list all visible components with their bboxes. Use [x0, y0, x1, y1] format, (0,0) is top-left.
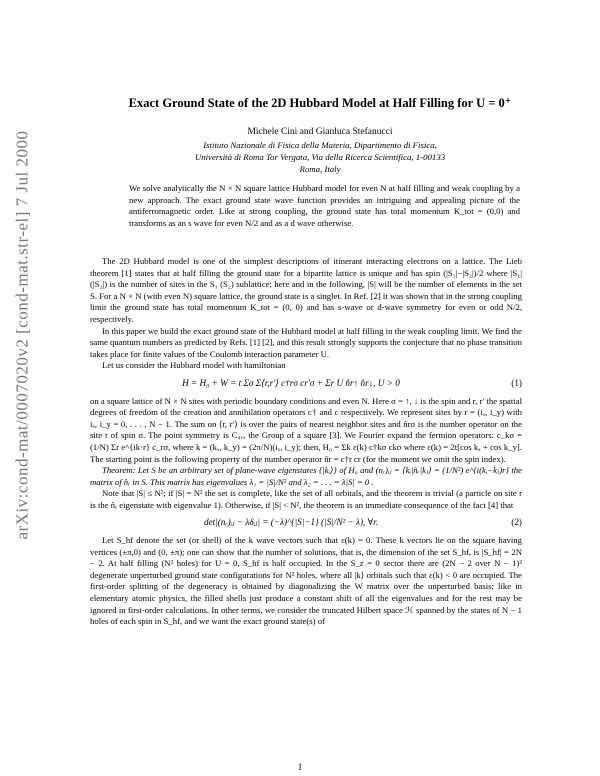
- equation-expression: det|(nᵣ)ᵢⱼ − λδᵢⱼ| = (−λ)^{|S|−1} (|S|/N² − λ), ∀r.: [203, 517, 379, 528]
- paper-body: [90, 256, 522, 628]
- theorem: Theorem: Let S be an arbitrary set of plane-wave eigenstates {|kᵢ⟩} of H₀ and (nᵣ)ᵢⱼ = ⟨kᵢ|n̂ᵣ|kⱼ⟩ = (1/N²) e^{i(kᵢ−kⱼ)r} the matrix of n̂ᵣ in S. This matrix has eigenvalues λ₁ = |S|/N² and λ₂ = . . . = λ|S| = 0 .: [90, 465, 522, 487]
- paragraph: The 2D Hubbard model is one of the simplest descriptions of itinerant interacting electrons on a lattice. The Lieb theorem [1] states that at half filling the ground state for a bipartite lattice is unique and has spin (|S₁|−|S₂|)/2 where |S₁| (|S₂|) is the number of sites in the S₁ (S₂) sublattice; here and in the following, |S| will be the number of elements in the set S. For a N × N (with even N) square lattice, the ground state is a singlet. In Ref. [2] it was shown that in the strong coupling limit the ground state has total momentum K_tot = (0, 0) and has s-wave or d-wave symmetry for even or odd N/2, respectively.: [90, 256, 522, 324]
- abstract: We solve analytically the N × N square lattice Hubbard model for even N at half filling and weak coupling by a new approach. The exact ground state wave function provides an intriguing and appealing picture of the antiferromagnetic order. Like at strong coupling, the ground state has total momentum K_tot = (0,0) and transforms as an s wave for even N/2 and as a d wave otherwise.: [129, 183, 520, 228]
- affiliation-line: Roma, Italy: [299, 164, 341, 174]
- equation-number: (2): [511, 517, 522, 528]
- paragraph: Let us consider the Hubbard model with hamiltonian: [102, 360, 286, 371]
- arxiv-id: arXiv:cond-mat/0007020v2 [cond-mat.str-el] 7 Jul 2000: [13, 130, 32, 540]
- paragraph: on a square lattice of N × N sites with periodic boundary conditions and even N. Here σ = ↑, ↓ is the spin and r, r′ the spatial degrees of freedom of the creation and annihilation operators c† and c respectively. We represent sites by r = (iₓ, i_y) with iₓ, i_y = 0, . . . , N − 1. The sum on ⟨r, r′⟩ is over the pairs of nearest neighbor sites and n̂rσ is the number operator on the site r of spin σ. The point symmetry is C₄ᵥ, the Group of a square [3]. We Fourier expand the fermion operators: c_kσ = (1/N) Σr e^{ik·r} c_rσ, where k = (kₓ, k_y) = (2π/N)(iₓ, i_y); then, H₀ = Σk ε(k) c†kσ ckσ where ε(k) = 2t[cos kₓ + cos k_y]. The starting point is the following property of the number operator n̂r = c†r cr (for the moment we omit the spin index).: [90, 395, 522, 464]
- equation-expression: H = H₀ + W = t Σσ Σ⟨r,r′⟩ c†rσ cr′σ + Σr U n̂r↑ n̂r↓, U > 0: [182, 377, 400, 388]
- paragraph: Note that |S| ≤ N²; if |S| = N² the set is complete, like the set of all orbitals, and the theorem is trivial (a particle on site r is the n̂ᵣ eigenstate with eigenvalue 1). Otherwise, if |S| < N², the theorem is an immediate consequence of the fact [4] that: [90, 488, 522, 510]
- equation-number: (1): [511, 377, 522, 388]
- paper-title: Exact Ground State of the 2D Hubbard Model at Half Filling for U = 0⁺: [128, 96, 512, 110]
- arxiv-sidebar: [6, 40, 40, 630]
- equation-2: [90, 517, 522, 529]
- equation-1: [90, 378, 522, 390]
- affiliation-line: Università di Roma Tor Vergata, Via della Ricerca Scientifica, 1-00133: [194, 152, 446, 162]
- paragraph: Let S_hf denote the set (or shell) of the k wave vectors such that ε(k) = 0. These k vectors lie on the square having vertices (±π,0) and (0, ±π); one can show that the number of solutions, that is, the dimension of the set S_hf, is |S_hf| = 2N − 2. At half filling (N² holes) for U = 0, S_hf is half occupied. In the S_z = 0 sector there are (2N − 2 over N − 1)² degenerate unperturbed ground state configurations for N² holes, where all |k⟩ orbitals such that ε(k) < 0 are occupied. The first-order splitting of the degeneracy is obtained by diagonalizing the W matrix over the unperturbed basis; like in elementary atomic physics, the filled shells just produce a constant shift of all the eigenvalues and for the rest may be ignored in first-order calculations. In other terms, we consider the truncated Hilbert space ℋ spanned by the states of N − 1 holes of each spin in S_hf, and we want the exact ground state(s) of: [90, 535, 522, 627]
- authors: Michele Cini and Gianluca Stefanucci: [247, 127, 393, 137]
- paragraph: In this paper we build the exact ground state of the Hubbard model at half filling in the weak coupling limit. We find the same quantum numbers as predicted by Refs. [1] [2], and this result strongly supports the conjecture that no phase transition takes place for finite values of the Coulomb interaction parameter U.: [90, 325, 522, 359]
- affiliation-line: Istituto Nazionale di Fisica della Materia, Dipartimento di Fisica,: [203, 140, 437, 150]
- affiliation: [60, 139, 580, 175]
- page-number: 1: [297, 762, 303, 772]
